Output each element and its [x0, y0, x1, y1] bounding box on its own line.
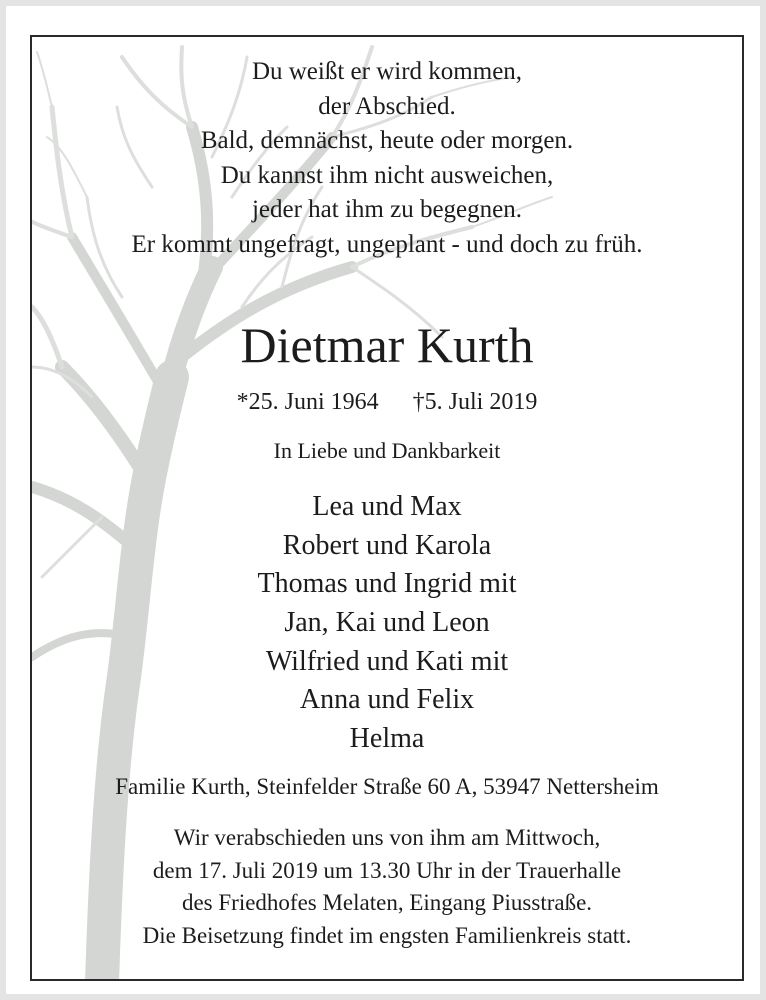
poem-line: jeder hat ihm zu begegnen. [251, 196, 523, 223]
poem [32, 55, 742, 262]
service-line: Die Beisetzung findet im engsten Familienkreis statt. [142, 922, 632, 948]
dedication: In Liebe und Dankbarkeit [273, 438, 501, 463]
obituary-content [32, 37, 742, 979]
service-line: dem 17. Juli 2019 um 13.30 Uhr in der Trauerhalle [152, 857, 622, 883]
poem-line: Du kannst ihm nicht ausweichen, [220, 161, 554, 189]
service-line: des Friedhofes Melaten, Eingang Piusstraße. [181, 890, 593, 915]
mourner-line: Thomas und Ingrid mit [257, 568, 517, 600]
service-info [32, 822, 742, 952]
cross-icon: † [412, 389, 425, 415]
obituary-frame [30, 35, 744, 981]
mourners-list [32, 488, 742, 759]
page-background [6, 6, 760, 994]
service-line: Wir verabschieden uns von ihm am Mittwoch, [173, 825, 601, 850]
deceased-name: Dietmar Kurth [240, 317, 534, 373]
poem-line: Du weißt er wird kommen, [251, 58, 523, 85]
life-dates [32, 386, 742, 418]
mourner-line: Robert und Karola [282, 529, 492, 561]
mourner-line: Anna und Felix [299, 684, 475, 716]
poem-line: Bald, demnächst, heute oder morgen. [200, 127, 574, 154]
birth-symbol: * [236, 389, 249, 415]
birth-date: 25. Juni 1964 [248, 389, 379, 415]
family-address: Familie Kurth, Steinfelder Straße 60 A, 53947 Nettersheim [115, 774, 659, 799]
poem-line: der Abschied. [318, 92, 456, 120]
mourner-line: Helma [349, 723, 425, 755]
mourner-line: Wilfried und Kati mit [265, 645, 509, 677]
mourner-line: Jan, Kai und Leon [284, 607, 490, 639]
poem-line: Er kommt ungefragt, ungeplant - und doch zu früh. [131, 230, 643, 258]
death-date: 5. Juli 2019 [424, 389, 538, 415]
mourner-line: Lea und Max [312, 491, 462, 522]
